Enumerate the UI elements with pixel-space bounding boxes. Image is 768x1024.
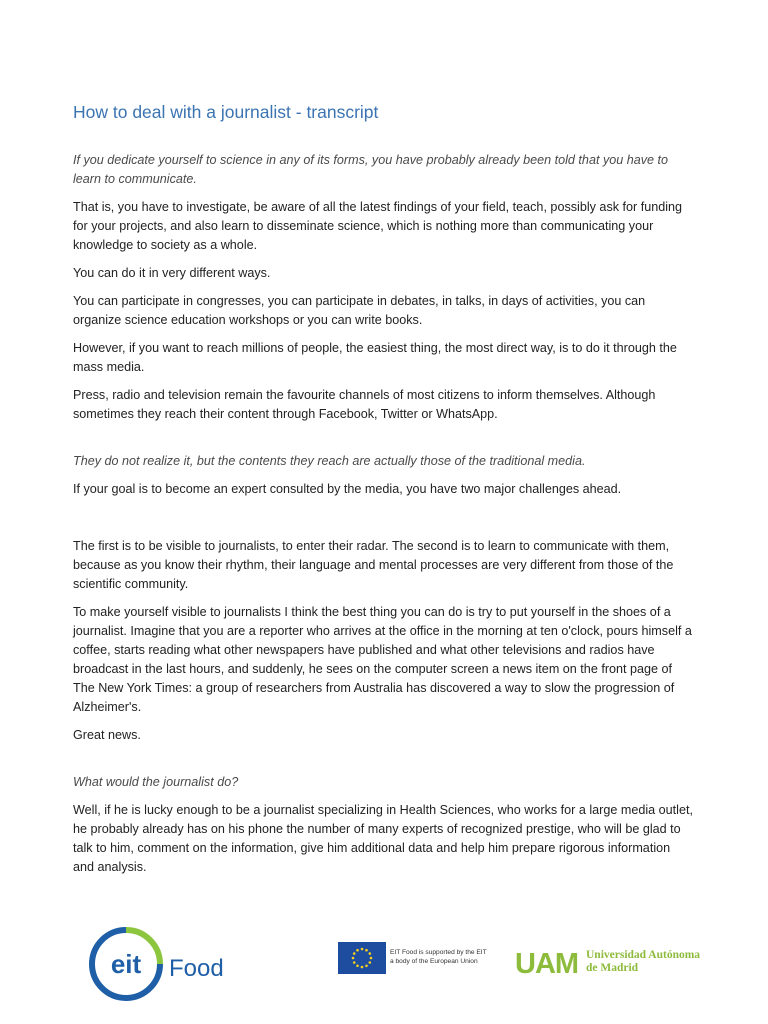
uam-name-line: Universidad Autónoma (586, 949, 701, 961)
paragraph: Press, radio and television remain the favourite channels of most citizens to inform themselves. Although sometimes they reach their content through Facebook, Twitter or WhatsApp. (73, 388, 656, 421)
eu-notice-line: EIT Food is supported by the EIT (390, 949, 487, 956)
paragraph: If your goal is to become an expert consulted by the media, you have two major challenges ahead. (73, 482, 622, 496)
eu-flag-icon (338, 942, 386, 974)
paragraph: However, if you want to reach millions of people, the easiest thing, the most direct way, is to do it through the mass media. (73, 341, 677, 374)
paragraph: They do not realize it, but the contents they reach are actually those of the traditional media. (73, 454, 586, 468)
paragraph: Great news. (73, 728, 141, 742)
uam-logo (515, 940, 705, 986)
paragraph: You can do it in very different ways. (73, 266, 271, 280)
paragraph: Well, if he is lucky enough to be a journalist specializing in Health Sciences, who works for a large media outlet, he probably already has on his phone the number of many experts of recognized prestige, who will be glad to talk to him, comment on the information, give him additional data and help him prepare rigorous information and analysis. (73, 803, 693, 874)
paragraph: That is, you have to investigate, be aware of all the latest findings of your field, teach, possibly ask for funding for your projects, and also learn to disseminate science, which is nothing more than communicating your knowledge to society as a whole. (73, 200, 683, 252)
page-footer (0, 910, 768, 1010)
paragraph: If you dedicate yourself to science in any of its forms, you have probably already been told that you have to learn to communicate. (73, 153, 669, 186)
paragraph: What would the journalist do? (73, 775, 239, 789)
uam-short-text: UAM (515, 948, 579, 980)
paragraph: You can participate in congresses, you can participate in debates, in talks, in days of activities, you can organize science education workshops or you can write books. (73, 294, 646, 327)
eit-logo-text: eit (110, 949, 142, 979)
document-title: How to deal with a journalist - transcript (73, 102, 379, 122)
uam-name-line: de Madrid (586, 962, 639, 974)
paragraph: The first is to be visible to journalists, to enter their radar. The second is to learn to communicate with them, because as you know their rhythm, their language and mental processes are very different from those of the scientific community. (73, 539, 674, 591)
eu-support-notice (390, 948, 510, 966)
eu-notice-line: a body of the European Union (390, 958, 478, 965)
eit-food-logo (86, 924, 246, 1004)
paragraph: To make yourself visible to journalists I think the best thing you can do is try to put yourself in the shoes of a journalist. Imagine that you are a reporter who arrives at the office in the morning at ten o'clock, pours himself a coffee, starts reading what other newspapers have published and what other televisions and radios have broadcast in the last hours, and suddenly, he sees on the computer screen a news item on the front page of The New York Times: a group of researchers from Australia has discovered a way to slow the progression of Alzheimer's. (73, 605, 692, 714)
document-body (73, 151, 693, 886)
eit-food-text: Food (169, 955, 224, 982)
